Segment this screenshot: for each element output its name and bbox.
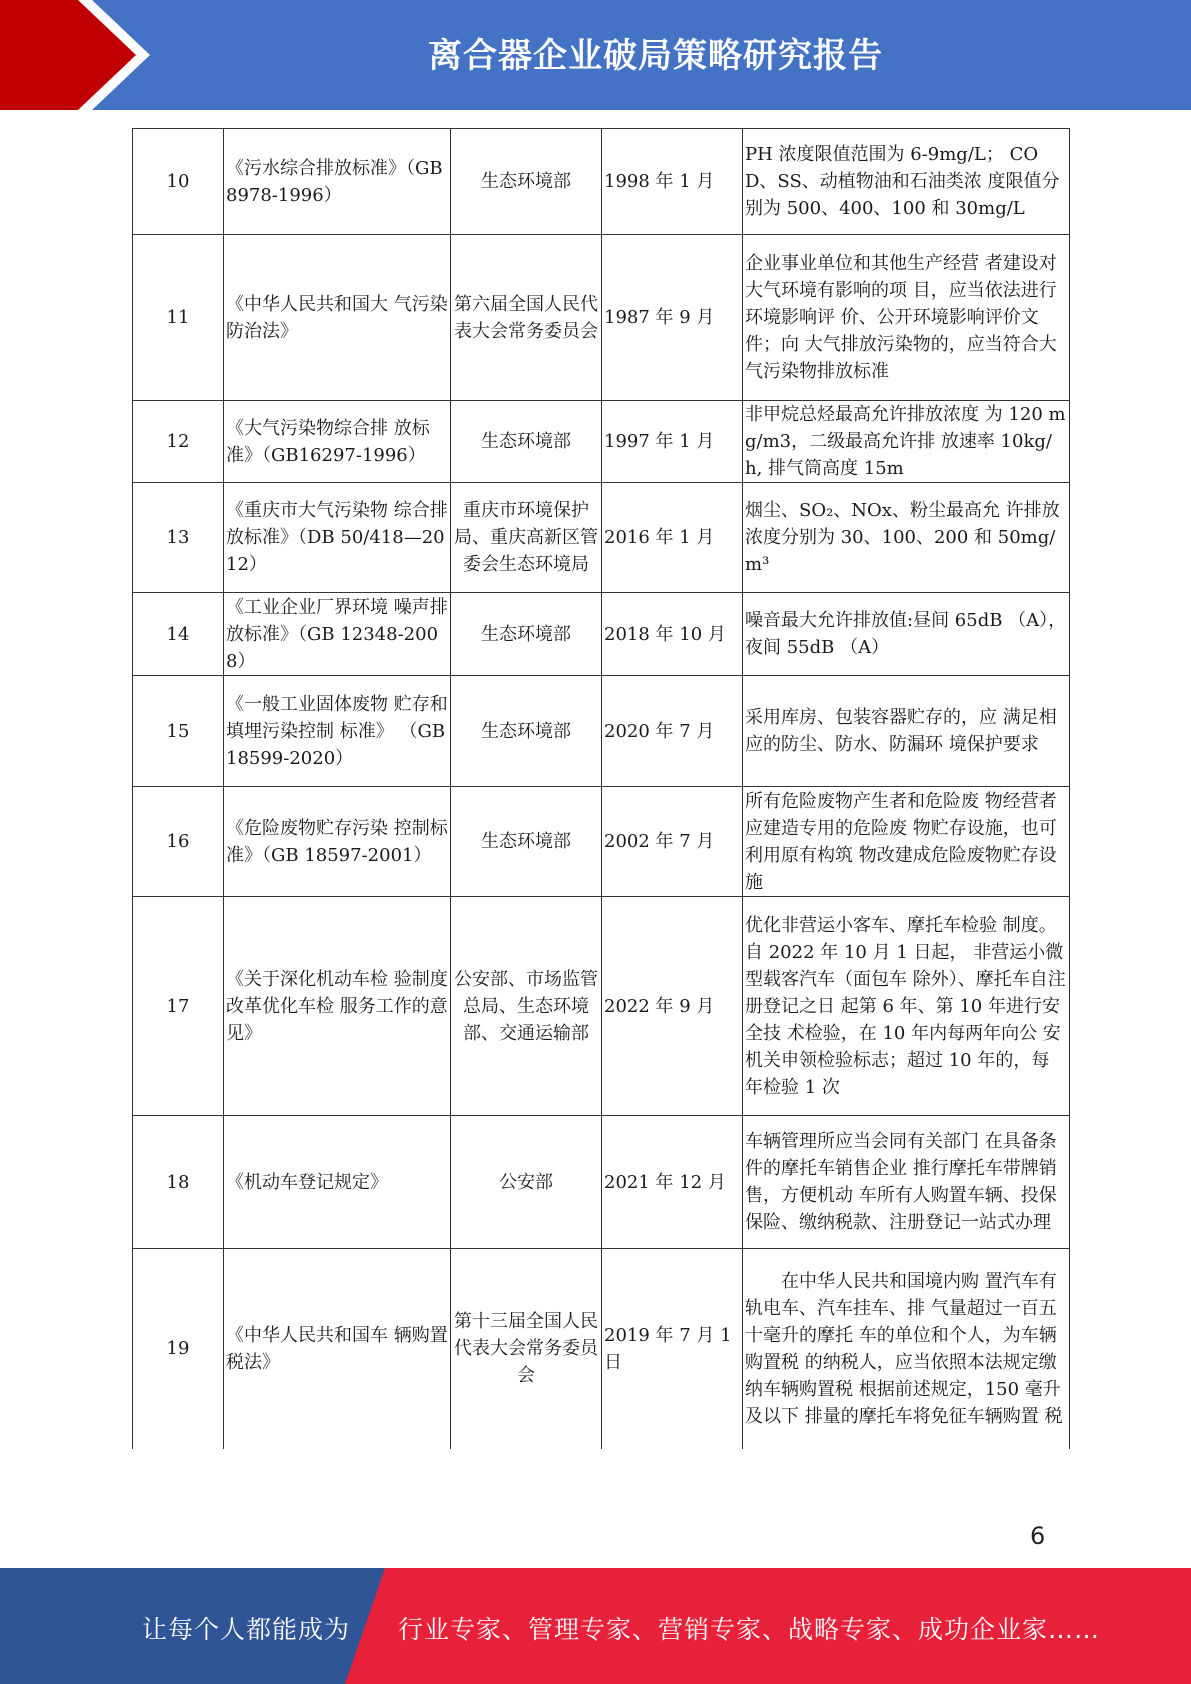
regulation-name: 《中华人民共和国大 气污染防治法》 — [224, 235, 451, 401]
regulation-content: 采用库房、包装容器贮存的，应 满足相应的防尘、防水、防漏环 境保护要求 — [743, 676, 1070, 787]
regulation-name: 《一般工业固体废物 贮存和填埋污染控制 标准》 （GB 18599-2020） — [224, 676, 451, 787]
regulation-content: 在中华人民共和国境内购 置汽车有轨电车、汽车挂车、排 气量超过一百五十毫升的摩托 车的单位和个人，为车辆购置税 的纳税人，应当依照本法规定缴 纳车辆购置税 根据前述规定，150 毫升及以下 排量的摩托车将免征车辆购置 税 — [743, 1249, 1070, 1449]
issuing-department: 第六届全国人民代表大会常务委员会 — [451, 235, 602, 401]
table-row — [133, 235, 1070, 401]
page-number: 6 — [1030, 1522, 1046, 1550]
row-number: 12 — [133, 401, 224, 483]
regulation-name: 《污水综合排放标准》（GB 8978-1996） — [224, 129, 451, 235]
table-row — [133, 1116, 1070, 1249]
issuing-department: 公安部 — [451, 1116, 602, 1249]
table-row — [133, 401, 1070, 483]
row-number: 18 — [133, 1116, 224, 1249]
table-row — [133, 676, 1070, 787]
regulation-content: 车辆管理所应当会同有关部门 在具备条件的摩托车销售企业 推行摩托车带牌销售，方便机动 车所有人购置车辆、投保保险、缴纳税款、注册登记一站式办理 — [743, 1116, 1070, 1249]
issuing-department: 重庆市环境保护局、重庆高新区管委会生态环境局 — [451, 483, 602, 593]
regulation-content: 优化非营运小客车、摩托车检验 制度。自 2022 年 10 月 1 日起， 非营运小微型载客汽车（面包车 除外）、摩托车自注册登记之日 起第 6 年、第 10 年进行安全技 术检验，在 10 年内每两年向公 安机关申领检验标志；超过 10 年的，每年检验 1 次 — [743, 897, 1070, 1116]
row-number: 13 — [133, 483, 224, 593]
issuing-department: 生态环境部 — [451, 129, 602, 235]
issuing-department: 生态环境部 — [451, 676, 602, 787]
regulation-name: 《关于深化机动车检 验制度改革优化车检 服务工作的意见》 — [224, 897, 451, 1116]
regulation-content: 噪音最大允许排放值:昼间 65dB （A），夜间 55dB （A） — [743, 593, 1070, 676]
regulation-name: 《机动车登记规定》 — [224, 1116, 451, 1249]
issue-date: 1997 年 1 月 — [602, 401, 743, 483]
footer-slogan-lead: 让每个人都能成为 — [142, 1615, 351, 1644]
issue-date: 2020 年 7 月 — [602, 676, 743, 787]
row-number: 16 — [133, 787, 224, 897]
header-banner — [0, 0, 1191, 110]
regulation-content: PH 浓度限值范围为 6-9mg/L； COD、SS、动植物油和石油类浓 度限值分别为 500、400、100 和 30mg/L — [743, 129, 1070, 235]
row-number: 14 — [133, 593, 224, 676]
issuing-department: 第十三届全国人民代表大会常务委员会 — [451, 1249, 602, 1449]
regulations-table — [132, 128, 1067, 1449]
regulation-content: 企业事业单位和其他生产经营 者建设对大气环境有影响的项 目，应当依法进行环境影响评 价、公开环境影响评价文件；向 大气排放污染物的，应当符合大 气污染物排放标准 — [743, 235, 1070, 401]
table-row — [133, 1249, 1070, 1449]
issue-date: 2021 年 12 月 — [602, 1116, 743, 1249]
issue-date: 1987 年 9 月 — [602, 235, 743, 401]
regulation-content: 非甲烷总烃最高允许排放浓度 为 120 mg/m3，二级最高允许排 放速率 10kg/h, 排气筒高度 15m — [743, 401, 1070, 483]
footer-banner — [0, 1568, 1191, 1684]
regulation-name: 《工业企业厂界环境 噪声排放标准》（GB 12348-2008） — [224, 593, 451, 676]
table-row — [133, 129, 1070, 235]
regulation-content: 烟尘、SO₂、NOx、粉尘最高允 许排放浓度分别为 30、100、200 和 50mg/m³ — [743, 483, 1070, 593]
regulation-name: 《危险废物贮存污染 控制标准》（GB 18597-2001） — [224, 787, 451, 897]
issue-date: 2016 年 1 月 — [602, 483, 743, 593]
issue-date: 2018 年 10 月 — [602, 593, 743, 676]
table-row — [133, 897, 1070, 1116]
issuing-department: 生态环境部 — [451, 401, 602, 483]
row-number: 10 — [133, 129, 224, 235]
row-number: 11 — [133, 235, 224, 401]
report-title: 离合器企业破局策略研究报告 — [428, 36, 883, 76]
issue-date: 1998 年 1 月 — [602, 129, 743, 235]
issue-date: 2022 年 9 月 — [602, 897, 743, 1116]
regulation-name: 《中华人民共和国车 辆购置税法》 — [224, 1249, 451, 1449]
row-number: 15 — [133, 676, 224, 787]
table-row — [133, 483, 1070, 593]
issue-date: 2019 年 7 月 1 日 — [602, 1249, 743, 1449]
issuing-department: 生态环境部 — [451, 593, 602, 676]
regulation-content: 所有危险废物产生者和危险废 物经营者应建造专用的危险废 物贮存设施，也可利用原有构筑 物改建成危险废物贮存设施 — [743, 787, 1070, 897]
table-row — [133, 787, 1070, 897]
footer-slogan-roles: 行业专家、管理专家、营销专家、战略专家、成功企业家…… — [398, 1615, 1101, 1644]
issuing-department: 公安部、市场监管总局、生态环境部、交通运输部 — [451, 897, 602, 1116]
row-number: 19 — [133, 1249, 224, 1449]
issue-date: 2002 年 7 月 — [602, 787, 743, 897]
regulation-name: 《重庆市大气污染物 综合排放标准》（DB 50/418—2012） — [224, 483, 451, 593]
regulation-name: 《大气污染物综合排 放标准》（GB16297-1996） — [224, 401, 451, 483]
issuing-department: 生态环境部 — [451, 787, 602, 897]
row-number: 17 — [133, 897, 224, 1116]
table-row — [133, 593, 1070, 676]
